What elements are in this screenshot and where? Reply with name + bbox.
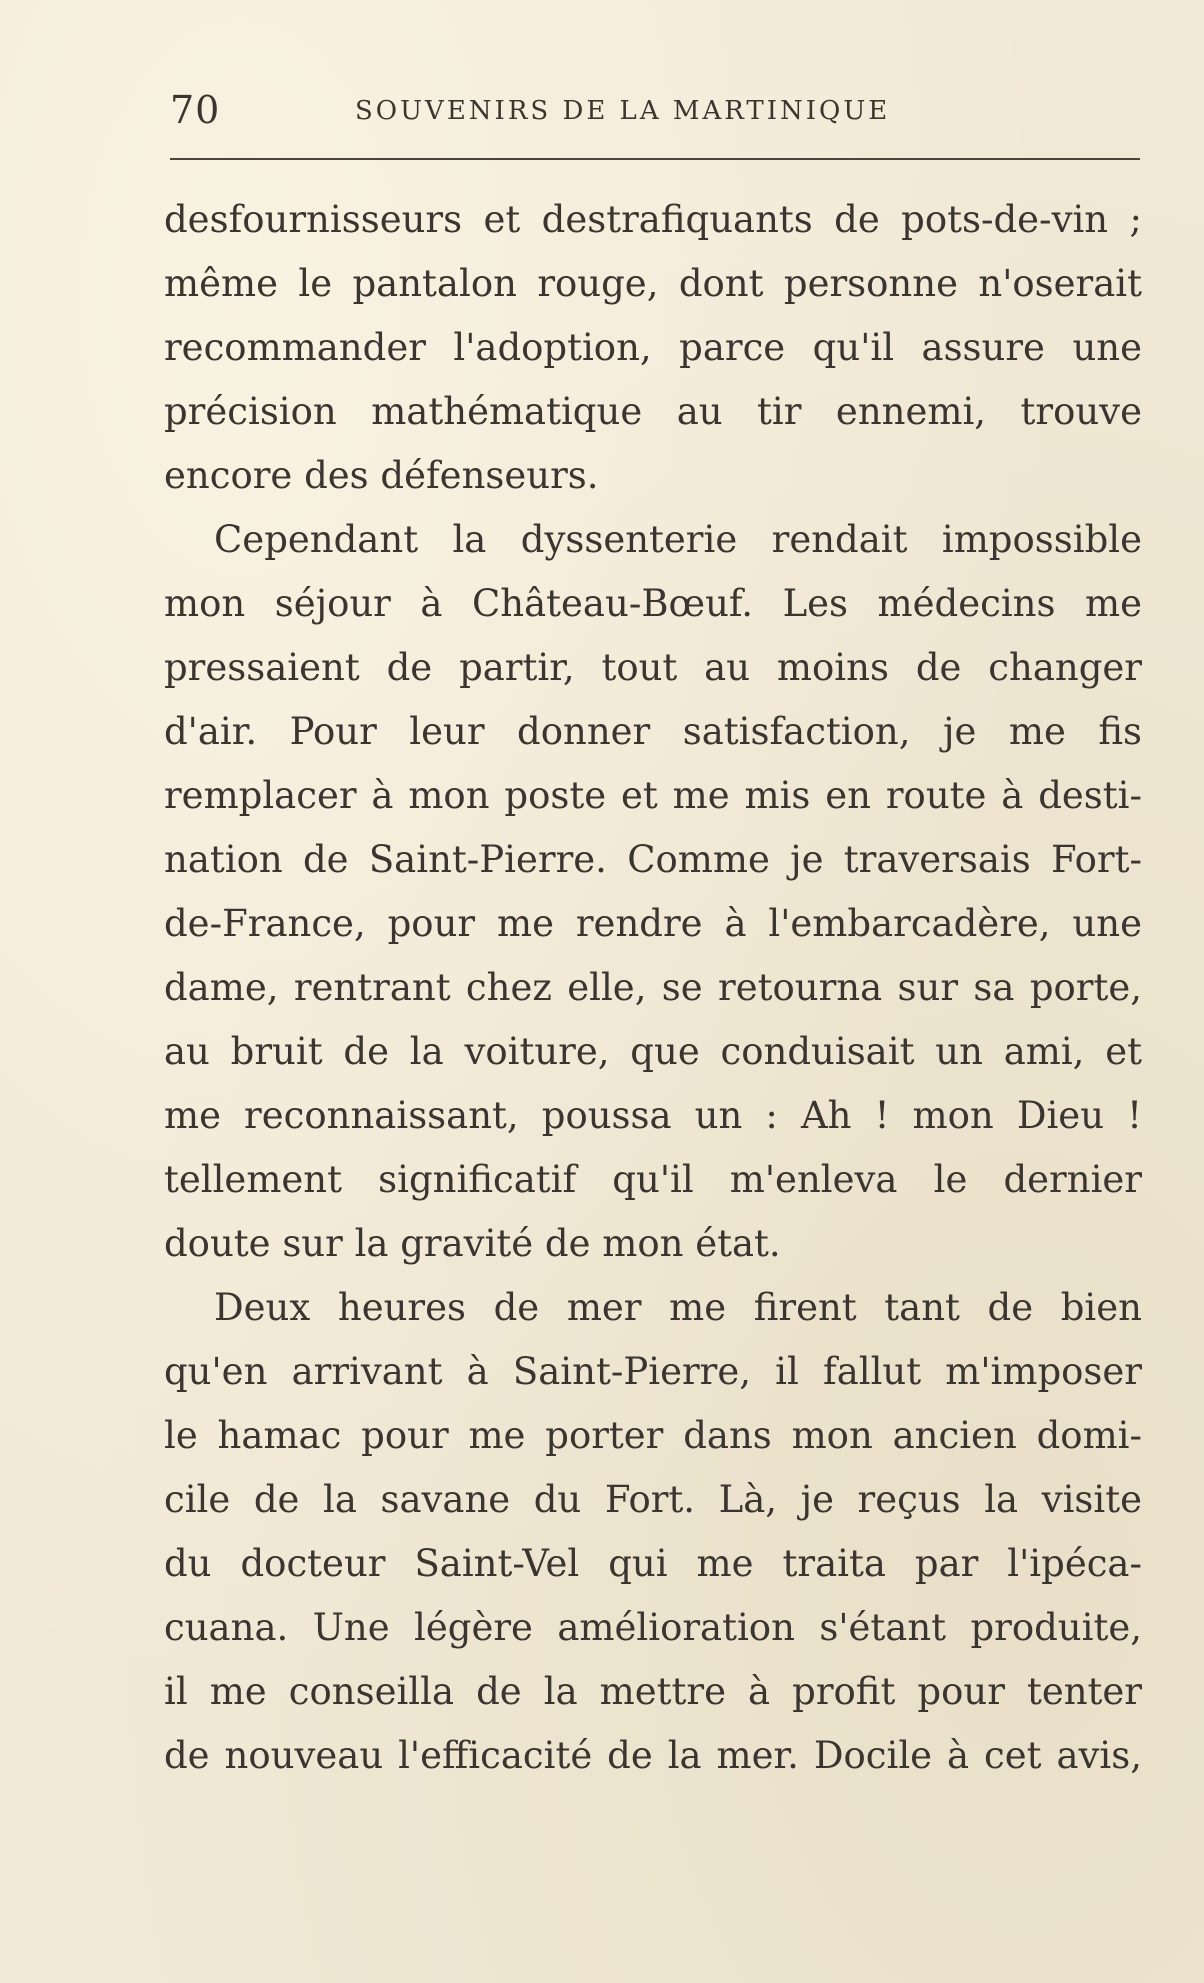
- text-line: nation de Saint-Pierre. Comme je traversais Fort-: [164, 838, 1142, 881]
- text-line: d'air. Pour leur donner satisfaction, je me fis: [164, 710, 1142, 753]
- text-line: tellement significatif qu'il m'enleva le dernier: [164, 1158, 1142, 1201]
- running-head: [170, 88, 1140, 148]
- text-line: au bruit de la voiture, que conduisait un ami, et: [164, 1030, 1142, 1073]
- paragraph-start-line: Deux heures de mer me firent tant de bien: [214, 1286, 1142, 1329]
- text-line: qu'en arrivant à Saint-Pierre, il fallut m'imposer: [164, 1350, 1142, 1393]
- text-line: cuana. Une légère amélioration s'étant produite,: [164, 1606, 1142, 1649]
- text-line: cile de la savane du Fort. Là, je reçus la visite: [164, 1478, 1142, 1521]
- page-number: 70: [170, 88, 221, 132]
- text-line: me reconnaissant, poussa un : Ah ! mon Dieu !: [164, 1094, 1142, 1137]
- text-line: encore des défenseurs.: [164, 454, 599, 497]
- paragraph-start-line: Cependant la dyssenterie rendait impossible: [214, 518, 1142, 561]
- text-line: le hamac pour me porter dans mon ancien domi-: [164, 1414, 1142, 1457]
- running-title: SOUVENIRS DE LA MARTINIQUE: [355, 96, 891, 126]
- text-line: même le pantalon rouge, dont personne n'oserait: [164, 262, 1142, 305]
- text-line: desfournisseurs et destrafiquants de pots-de-vin ;: [164, 198, 1142, 241]
- text-line: du docteur Saint-Vel qui me traita par l'ipéca-: [164, 1542, 1142, 1585]
- text-line: pressaient de partir, tout au moins de changer: [164, 646, 1142, 689]
- body-text: [164, 188, 1142, 1788]
- text-line: recommander l'adoption, parce qu'il assure une: [164, 326, 1142, 369]
- text-line: remplacer à mon poste et me mis en route à desti-: [164, 774, 1142, 817]
- text-line: précision mathématique au tir ennemi, trouve: [164, 390, 1142, 433]
- text-line: doute sur la gravité de mon état.: [164, 1222, 781, 1265]
- header-rule: [170, 158, 1140, 160]
- text-line: de-France, pour me rendre à l'embarcadère, une: [164, 902, 1142, 945]
- text-line: de nouveau l'efficacité de la mer. Docile à cet avis,: [164, 1734, 1142, 1777]
- text-line: mon séjour à Château-Bœuf. Les médecins me: [164, 582, 1142, 625]
- text-line: dame, rentrant chez elle, se retourna sur sa porte,: [164, 966, 1142, 1009]
- text-line: il me conseilla de la mettre à profit pour tenter: [164, 1670, 1142, 1713]
